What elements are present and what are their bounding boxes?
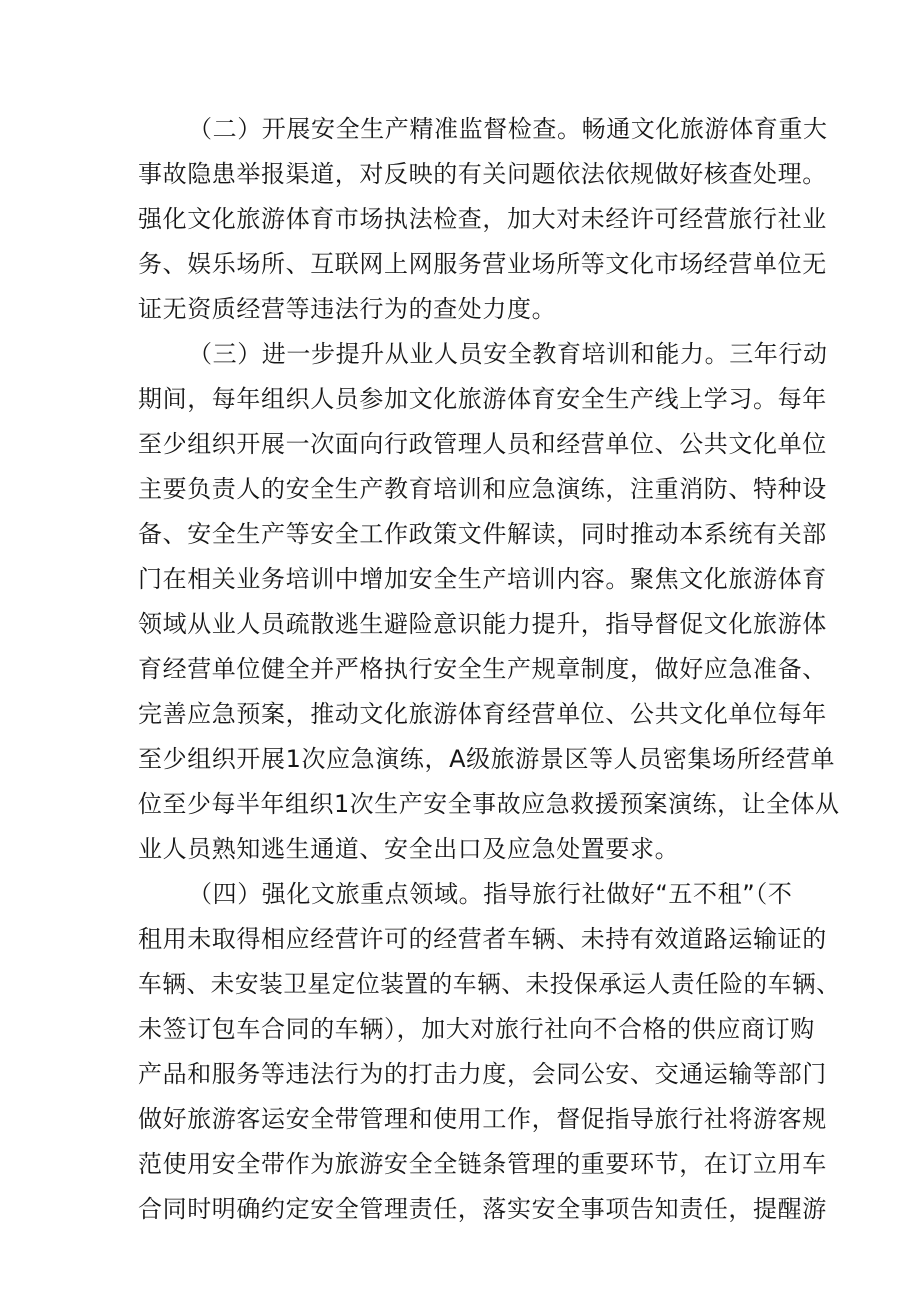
text-line: 完善应急预案，推动文化旅游体育经营单位、公共文化单位每年 [138,700,827,728]
text-line: （二）开展安全生产精准监督检查。畅通文化旅游体育重大 [188,115,828,143]
text-line: 合同时明确约定安全管理责任，落实安全事项告知责任，提醒游 [138,1195,827,1223]
text-line: 备、安全生产等安全工作政策文件解读，同时推动本系统有关部 [138,520,827,548]
text-line: 证无资质经营等违法行为的查处力度。 [138,295,557,323]
text-line: 做好旅游客运安全带管理和使用工作，督促指导旅行社将游客规 [138,1105,827,1133]
text-line: 事故隐患举报渠道，对反映的有关问题依法依规做好核查处理。 [138,160,827,188]
text-line: 至少组织开展1次应急演练，A级旅游景区等人员密集场所经营单 [138,745,836,773]
text-line: 期间，每年组织人员参加文化旅游体育安全生产线上学习。每年 [138,385,827,413]
text-line: 未签订包车合同的车辆），加大对旅行社向不合格的供应商订购 [138,1015,815,1043]
text-line: 业人员熟知逃生通道、安全出口及应急处置要求。 [138,835,680,863]
text-line: 门在相关业务培训中增加安全生产培训内容。聚焦文化旅游体育 [138,565,827,593]
text-line: 范使用安全带作为旅游安全全链条管理的重要环节，在订立用车 [138,1150,827,1178]
text-line: 位至少每半年组织1次生产安全事故应急救援预案演练，让全体从 [138,790,840,818]
text-line: 务、娱乐场所、互联网上网服务营业场所等文化市场经营单位无 [138,250,827,278]
text-line: （四）强化文旅重点领域。指导旅行社做好“五不租”（不 [188,880,793,908]
text-line: 产品和服务等违法行为的打击力度，会同公安、交通运输等部门 [138,1060,827,1088]
text-line: 领域从业人员疏散逃生避险意识能力提升，指导督促文化旅游体 [138,610,827,638]
text-line: 强化文化旅游体育市场执法检查，加大对未经许可经营旅行社业 [138,205,827,233]
text-line: 租用未取得相应经营许可的经营者车辆、未持有效道路运输证的 [138,925,827,953]
text-line: 育经营单位健全并严格执行安全生产规章制度，做好应急准备、 [138,655,827,683]
text-line: 车辆、未安装卫星定位装置的车辆、未投保承运人责任险的车辆、 [138,970,841,998]
text-line: 至少组织开展一次面向行政管理人员和经营单位、公共文化单位 [138,430,827,458]
text-line: 主要负责人的安全生产教育培训和应急演练，注重消防、特种设 [138,475,827,503]
text-line: （三）进一步提升从业人员安全教育培训和能力。三年行动 [188,340,828,368]
